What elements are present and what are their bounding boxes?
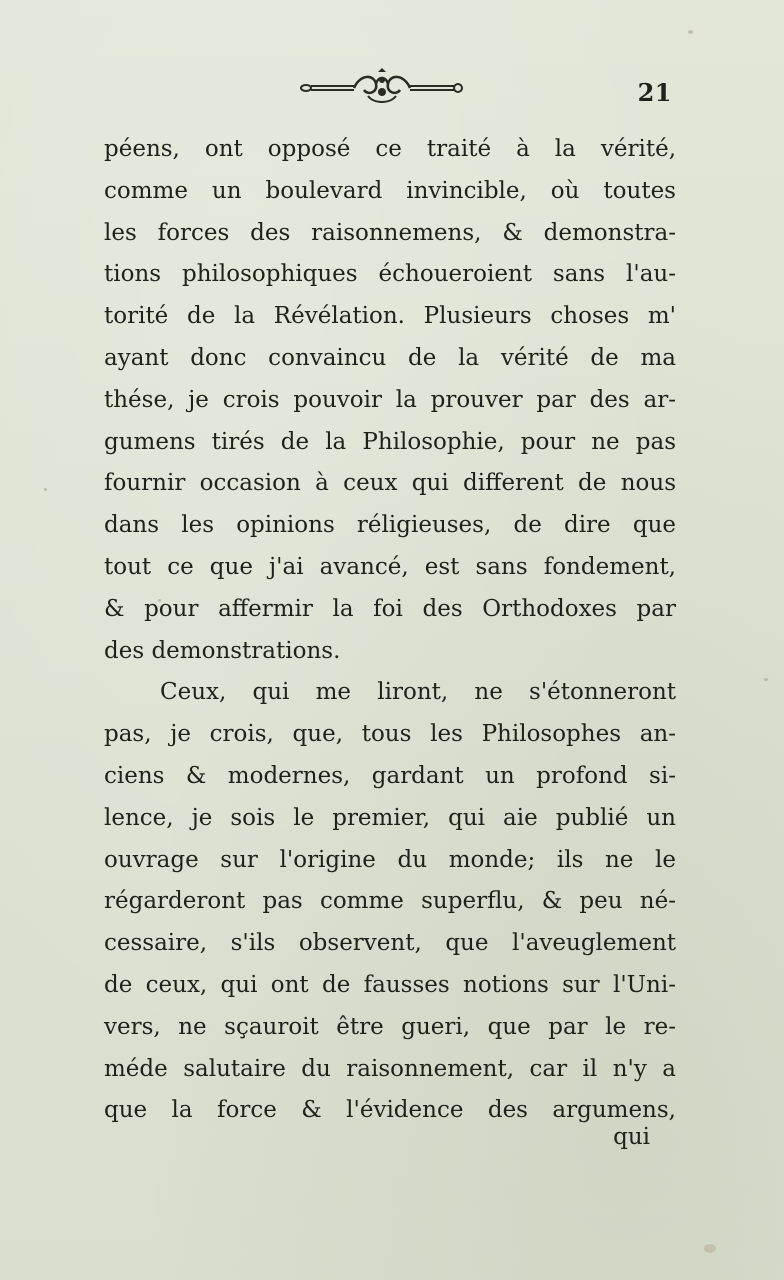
fleuron-ornament-icon bbox=[298, 68, 466, 108]
paragraph-1 bbox=[104, 129, 676, 672]
text-line: fournir occasion à ceux qui different de nous bbox=[104, 470, 676, 497]
text-line: pas, je crois, que, tous les Philosophes an- bbox=[104, 721, 676, 748]
text-line: Ceux, qui me liront, ne s'étonneront bbox=[160, 679, 676, 706]
text-line: cessaire, s'ils observent, que l'aveuglement bbox=[104, 930, 676, 957]
text-line: dans les opinions réligieuses, de dire que bbox=[104, 512, 676, 539]
text-line: thése, je crois pouvoir la prouver par des ar- bbox=[104, 386, 676, 413]
text-line: gumens tirés de la Philosophie, pour ne pas bbox=[104, 428, 676, 455]
paper-spot bbox=[688, 30, 693, 34]
text-line: tions philosophiques échoueroient sans l'au- bbox=[104, 261, 676, 288]
text-line: que la force & l'évidence des argumens, bbox=[104, 1097, 676, 1124]
text-line: méde salutaire du raisonnement, car il n'y a bbox=[104, 1055, 676, 1082]
catchword: qui bbox=[613, 1124, 650, 1150]
text-line: torité de la Révélation. Plusieurs choses m' bbox=[104, 303, 676, 330]
text-line: ayant donc convaincu de la vérité de ma bbox=[104, 344, 676, 371]
paper-spot bbox=[764, 678, 768, 681]
text-line: les forces des raisonnemens, & demonstra- bbox=[104, 219, 676, 246]
text-line: ciens & modernes, gardant un profond si- bbox=[104, 762, 676, 789]
text-line: vers, ne sçauroit être gueri, que par le re- bbox=[104, 1013, 676, 1040]
page-number: 21 bbox=[637, 78, 672, 107]
page-body-text bbox=[104, 129, 676, 1132]
paragraph-2 bbox=[104, 672, 676, 1132]
text-line: des demonstrations. bbox=[104, 637, 341, 664]
text-line: de ceux, qui ont de fausses notions sur l'Uni- bbox=[104, 971, 676, 998]
text-line: & pour affermir la foi des Orthodoxes par bbox=[104, 595, 676, 622]
text-line: ouvrage sur l'origine du monde; ils ne le bbox=[104, 846, 676, 873]
paper-spot bbox=[704, 1244, 716, 1253]
paper-spot bbox=[44, 488, 47, 491]
text-line: régarderont pas comme superflu, & peu né- bbox=[104, 888, 676, 915]
text-line: tout ce que j'ai avancé, est sans fondement, bbox=[104, 553, 676, 580]
text-line: lence, je sois le premier, qui aie publié un bbox=[104, 804, 676, 831]
text-line: péens, ont opposé ce traité à la vérité, bbox=[104, 136, 676, 162]
text-line: comme un boulevard invincible, où toutes bbox=[104, 177, 676, 204]
